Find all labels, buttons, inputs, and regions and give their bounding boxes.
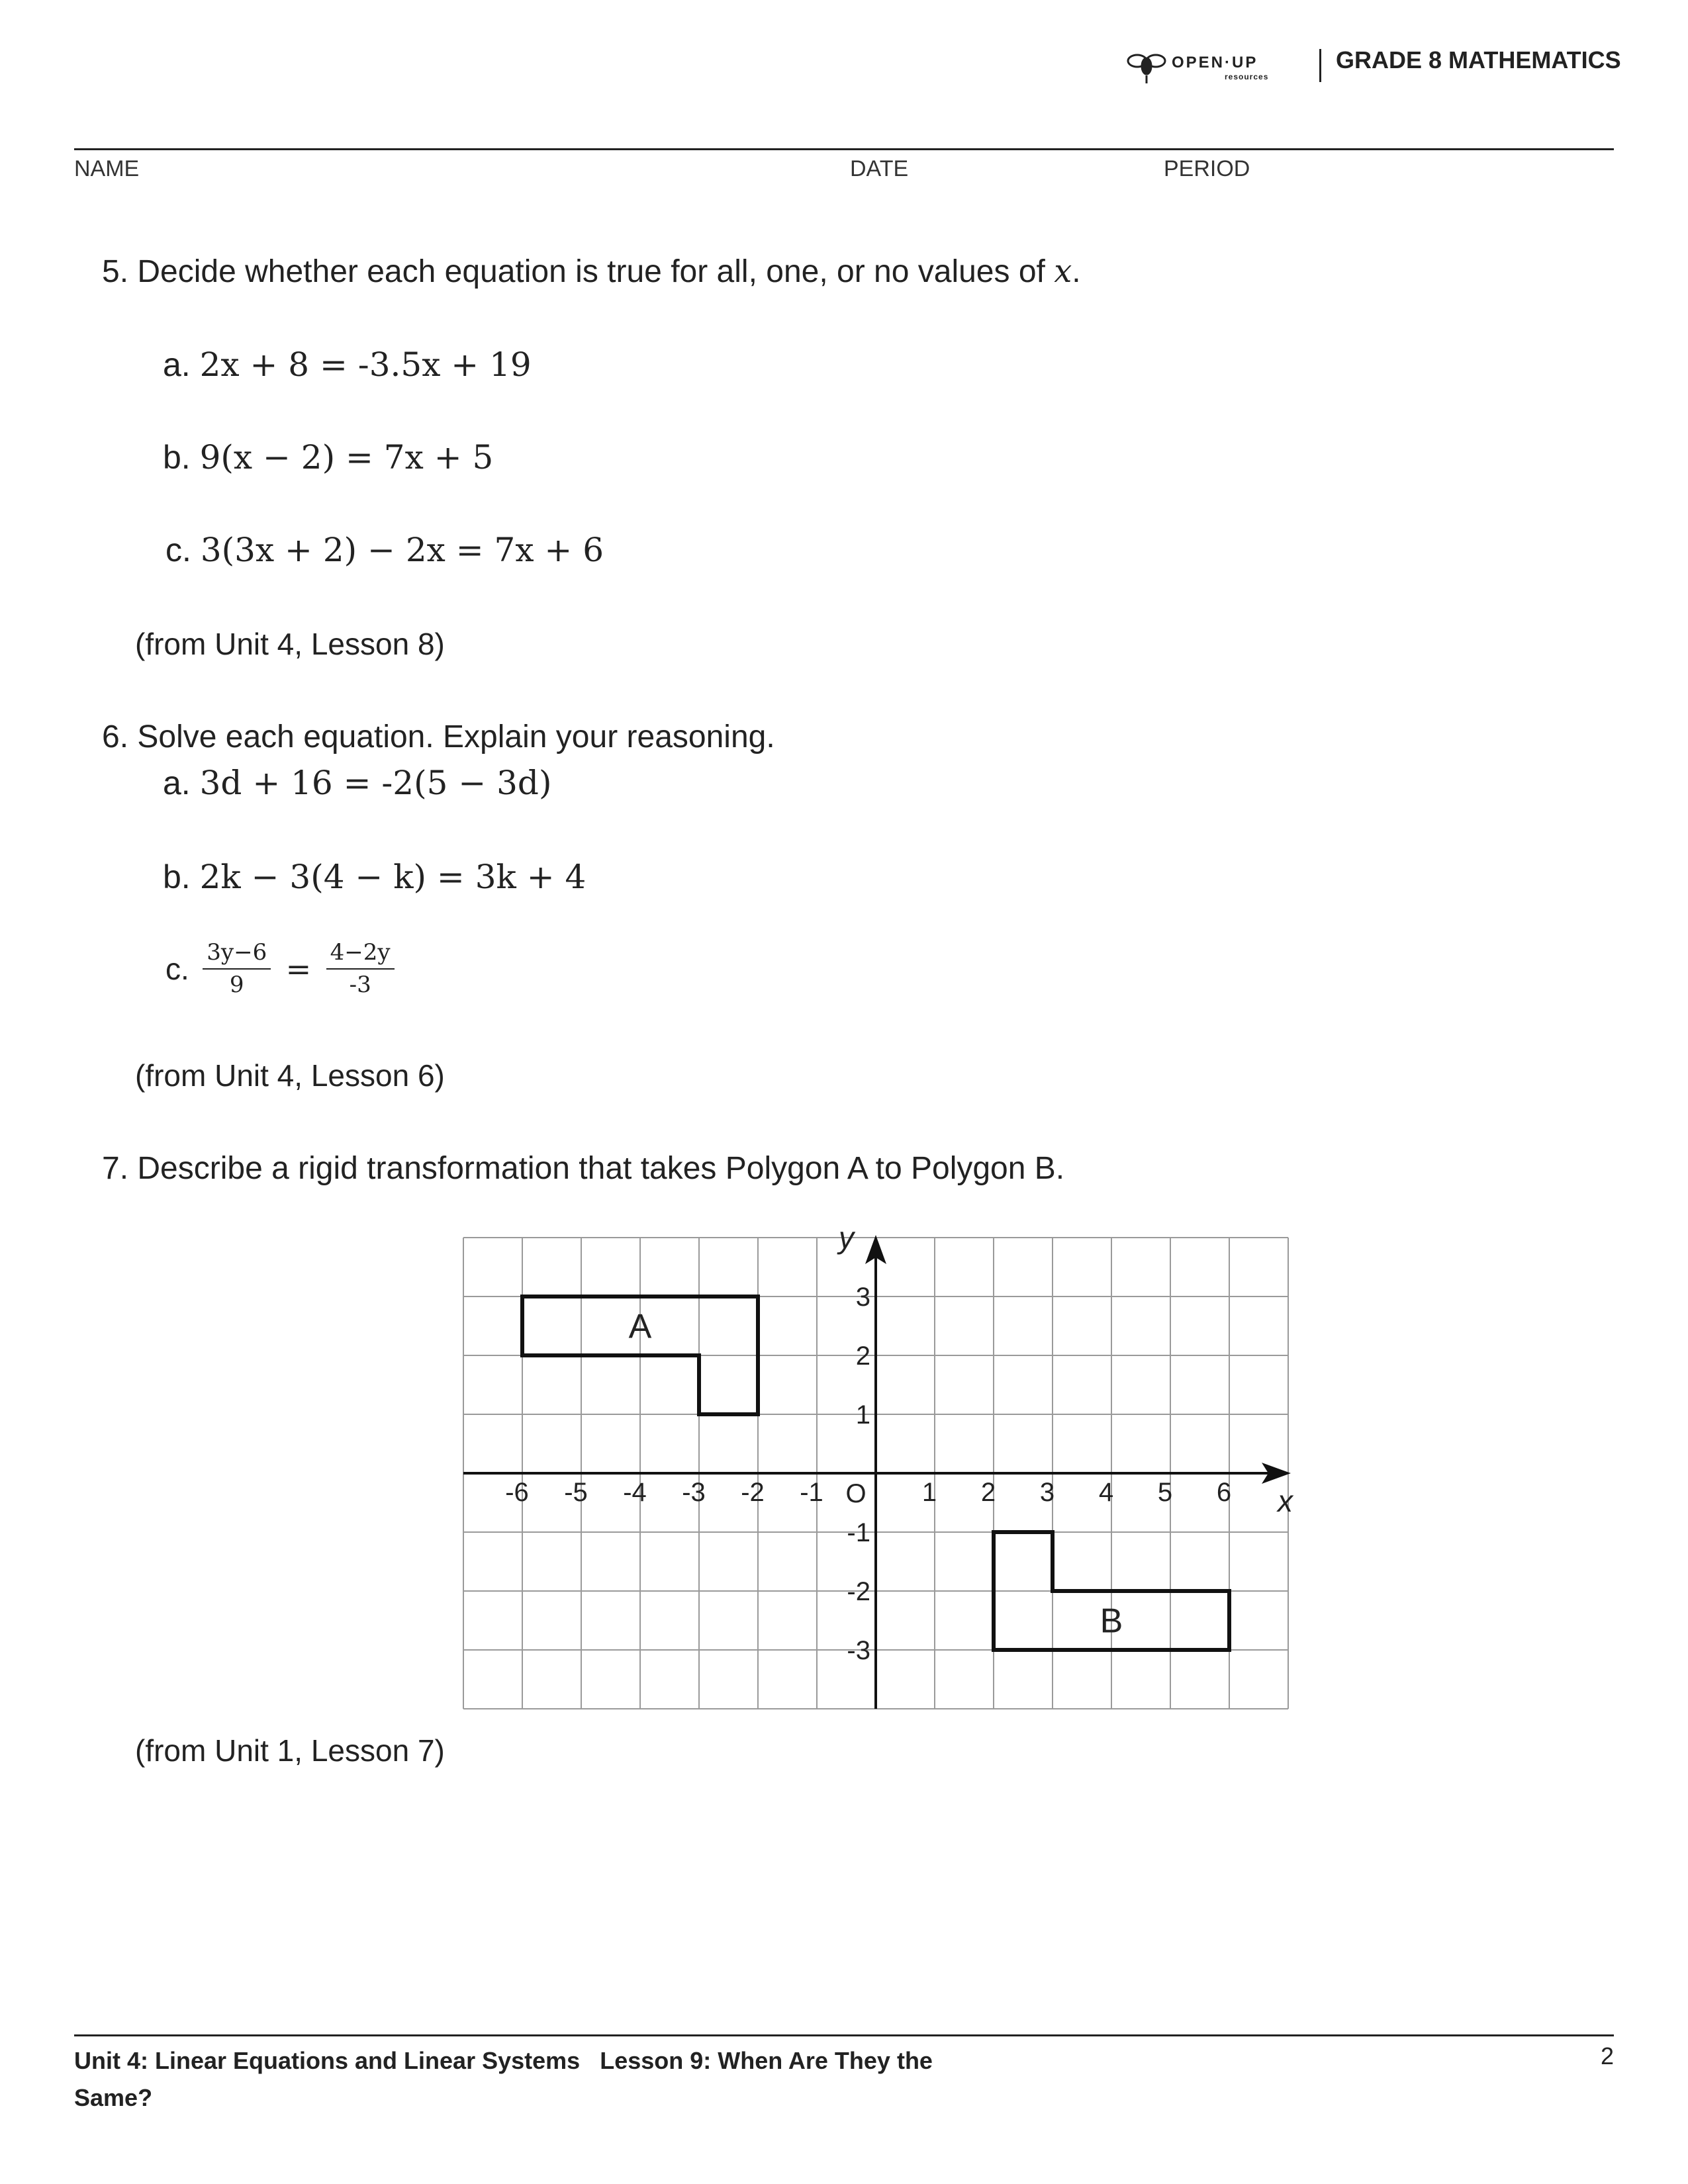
footer-rule bbox=[74, 2034, 1614, 2036]
coordinate-grid bbox=[437, 1218, 1324, 1721]
q6-c-numerator-left: 3y−6 bbox=[203, 940, 271, 970]
y-tick-label: -2 bbox=[847, 1577, 870, 1606]
q6-a-label: a. bbox=[163, 764, 191, 801]
q6-source: (from Unit 4, Lesson 6) bbox=[135, 1058, 445, 1093]
x-tick-label: -3 bbox=[682, 1478, 706, 1507]
footer-unit: Unit 4: Linear Equations and Linear Systems bbox=[74, 2047, 581, 2074]
y-tick-label: 2 bbox=[855, 1342, 870, 1371]
q5-b bbox=[163, 438, 494, 477]
page-number: 2 bbox=[1600, 2042, 1614, 2070]
bee-icon bbox=[1128, 55, 1165, 83]
q5-a-label: a. bbox=[163, 346, 191, 383]
polygon-a-label: A bbox=[628, 1307, 652, 1346]
x-tick-label: 2 bbox=[980, 1478, 996, 1507]
y-axis-label: y bbox=[839, 1220, 854, 1255]
x-tick-label: -4 bbox=[623, 1478, 647, 1507]
name-line bbox=[74, 148, 1614, 150]
q6-a bbox=[163, 764, 552, 802]
q7-source: (from Unit 1, Lesson 7) bbox=[135, 1733, 445, 1768]
grade-title: GRADE 8 MATHEMATICS bbox=[1336, 46, 1621, 73]
q6-b-equation: 2k − 3(4 − k) = 3k + 4 bbox=[199, 858, 586, 896]
q6-a-equation: 3d + 16 = -2(5 − 3d) bbox=[199, 764, 552, 802]
y-tick-label: -1 bbox=[847, 1518, 870, 1547]
x-tick-label: 3 bbox=[1039, 1478, 1055, 1507]
q6-c-denominator-left: 9 bbox=[229, 972, 244, 999]
open-up-resources-logo bbox=[1125, 46, 1297, 93]
x-tick-label: 6 bbox=[1216, 1478, 1232, 1507]
q5-c bbox=[165, 533, 604, 567]
q5-a-equation: 2x + 8 = -3.5x + 19 bbox=[199, 345, 532, 384]
x-tick-label: -2 bbox=[741, 1478, 765, 1507]
q6-c-label: c. bbox=[165, 952, 189, 987]
y-tick-label: 1 bbox=[855, 1400, 870, 1430]
q5-b-label: b. bbox=[163, 439, 191, 476]
x-tick-label: -6 bbox=[505, 1478, 529, 1507]
q7-prompt: 7. Describe a rigid transformation that takes Polygon A to Polygon B. bbox=[102, 1151, 1065, 1186]
x-tick-label: 4 bbox=[1098, 1478, 1114, 1507]
date-field-label: DATE bbox=[850, 156, 909, 181]
x-tick-label: 1 bbox=[921, 1478, 937, 1507]
q6-c-fraction-left bbox=[203, 940, 271, 998]
q5-prompt bbox=[102, 255, 1081, 288]
x-axis-label: x bbox=[1278, 1484, 1293, 1518]
period-field-label: PERIOD bbox=[1164, 156, 1250, 181]
y-tick-label: 3 bbox=[855, 1283, 870, 1312]
q5-b-equation: 9(x − 2) = 7x + 5 bbox=[199, 438, 494, 477]
q6-b bbox=[163, 858, 586, 896]
q5-source: (from Unit 4, Lesson 8) bbox=[135, 627, 445, 661]
q5-prompt-text: 5. Decide whether each equation is true for all, one, or no values of bbox=[102, 254, 1055, 289]
polygon-b-label: B bbox=[1100, 1602, 1123, 1641]
q6-b-label: b. bbox=[163, 858, 191, 895]
y-tick-label: -3 bbox=[847, 1636, 870, 1665]
q6-c-denominator-right: -3 bbox=[349, 972, 371, 999]
x-tick-label: -5 bbox=[564, 1478, 588, 1507]
q6-c-numerator-right: 4−2y bbox=[326, 940, 395, 970]
footer-lesson: Lesson 9: When Are They the Same? bbox=[74, 2047, 933, 2111]
q6-c-equals: = bbox=[285, 951, 312, 987]
q5-c-equation: 3(3x + 2) − 2x = 7x + 6 bbox=[200, 531, 604, 569]
q5-prompt-end: . bbox=[1072, 254, 1081, 289]
logo-subtext: resources bbox=[1225, 72, 1269, 81]
footer-title bbox=[74, 2042, 1001, 2116]
q6-c-fraction-right bbox=[326, 940, 395, 998]
x-tick-label: -1 bbox=[800, 1478, 823, 1507]
q6-prompt: 6. Solve each equation. Explain your reasoning. bbox=[102, 719, 775, 754]
name-field-label: NAME bbox=[74, 156, 140, 181]
x-tick-label: 5 bbox=[1157, 1478, 1173, 1507]
logo-text: OPEN·UP bbox=[1172, 54, 1258, 71]
q5-c-label: c. bbox=[165, 531, 191, 569]
q5-a bbox=[163, 345, 532, 384]
header-divider bbox=[1319, 49, 1321, 82]
origin-label: O bbox=[845, 1479, 867, 1508]
q5-variable: x bbox=[1054, 253, 1072, 290]
q6-c bbox=[165, 940, 395, 998]
